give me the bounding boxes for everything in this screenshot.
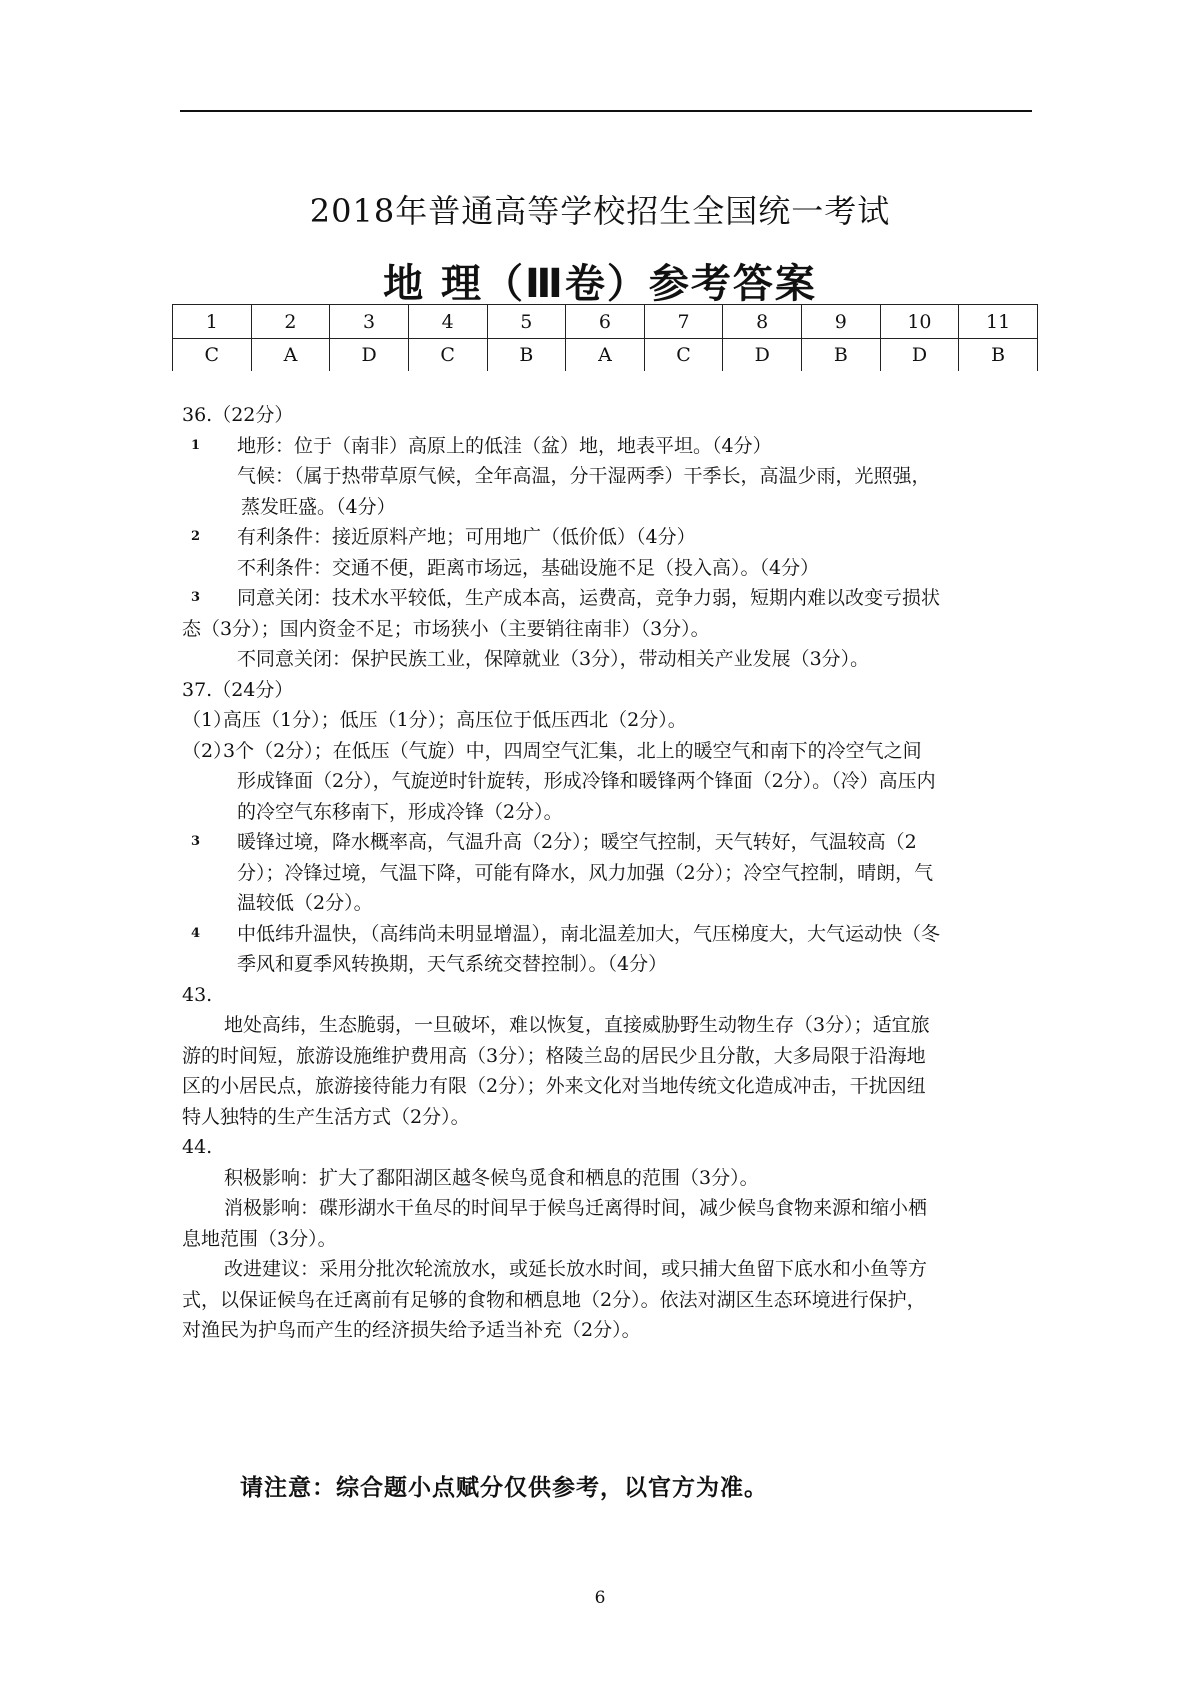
q43-heading: 43. bbox=[182, 983, 213, 1006]
answer-line: 不利条件：交通不便，距离市场远，基础设施不足（投入高）。（4分） bbox=[237, 556, 820, 579]
page-number: 6 bbox=[594, 1588, 606, 1608]
answer-line: 息地范围（3分）。 bbox=[182, 1227, 337, 1250]
answer-letter: B bbox=[802, 339, 881, 372]
answer-letter: C bbox=[644, 339, 723, 372]
answer-line: 分）；冷锋过境，气温下降，可能有降水，风力加强（2分）；冷空气控制，晴朗，气 bbox=[237, 861, 934, 884]
answer-letter: C bbox=[173, 339, 252, 372]
answer-line: 季风和夏季风转换期，天气系统交替控制）。（4分） bbox=[237, 953, 668, 975]
q36-item-3 bbox=[182, 583, 1034, 614]
item-label: （1） bbox=[182, 709, 233, 731]
q37-item-4 bbox=[182, 919, 1034, 980]
item-marker: 2 bbox=[191, 529, 201, 544]
answer-key-subtitle: 地 理（Ⅲ卷）参考答案 bbox=[383, 261, 817, 307]
answer-letter: C bbox=[408, 339, 487, 372]
question-number: 8 bbox=[723, 305, 802, 339]
question-number: 9 bbox=[802, 305, 881, 339]
answer-line: 不同意关闭：保护民族工业，保障就业（3分），带动相关产业发展（3分）。 bbox=[237, 648, 870, 670]
answer-letter: A bbox=[566, 339, 645, 372]
q36-item-2 bbox=[182, 522, 1034, 583]
answer-line: 游的时间短，旅游设施维护费用高（3分）；格陵兰岛的居民少且分散，大多局限于沿海地 bbox=[182, 1044, 926, 1067]
question-number-row bbox=[173, 305, 1038, 339]
item-marker: 1 bbox=[191, 437, 201, 453]
answer-letter: A bbox=[251, 339, 330, 372]
q44-heading: 44. bbox=[182, 1136, 213, 1158]
item-marker: 3 bbox=[191, 590, 201, 605]
question-number: 4 bbox=[408, 305, 487, 339]
q37-heading: 37.（24分） bbox=[182, 678, 294, 701]
q37-item-2 bbox=[182, 736, 1034, 828]
header-rule bbox=[180, 110, 1032, 112]
answer-line: 形成锋面（2分），气旋逆时针旋转，形成冷锋和暖锋两个锋面（2分）。（冷）高压内 bbox=[237, 770, 936, 792]
answer-line: 同意关闭：技术水平较低，生产成本高，运费高，竞争力弱，短期内难以改变亏损状 bbox=[237, 587, 941, 609]
answer-line: 高压（1分）；低压（1分）；高压位于低压西北（2分）。 bbox=[223, 709, 687, 731]
answer-line: 特人独特的生产生活方式（2分）。 bbox=[182, 1105, 470, 1128]
answer-line: 3个（2分）；在低压（气旋）中，四周空气汇集，北上的暖空气和南下的冷空气之间 bbox=[223, 739, 922, 762]
answer-line: 改进建议：采用分批次轮流放水，或延长放水时间，或只捕大鱼留下底水和小鱼等方 bbox=[224, 1258, 928, 1280]
answer-line: 积极影响：扩大了鄱阳湖区越冬候鸟觅食和栖息的范围（3分）。 bbox=[224, 1166, 759, 1189]
multiple-choice-answer-table bbox=[172, 304, 1038, 371]
answer-body bbox=[182, 400, 1034, 1346]
answer-line: 的冷空气东移南下，形成冷锋（2分）。 bbox=[237, 800, 563, 823]
exam-title: 2018年普通高等学校招生全国统一考试 bbox=[309, 192, 891, 230]
answer-line: 中低纬升温快，（高纬尚未明显增温），南北温差加大，气压梯度大，大气运动快（冬 bbox=[237, 922, 941, 945]
answer-line: 温较低（2分）。 bbox=[237, 892, 373, 914]
question-number: 6 bbox=[566, 305, 645, 339]
question-number: 10 bbox=[880, 305, 959, 339]
answer-line: 有利条件：接近原料产地；可用地广（低价低）（4分） bbox=[237, 526, 696, 548]
answer-letter: D bbox=[880, 339, 959, 372]
answer-line: 气候：（属于热带草原气候，全年高温，分干湿两季）干季长，高温少雨，光照强， bbox=[237, 465, 931, 487]
question-number: 11 bbox=[959, 305, 1038, 339]
answer-letter: B bbox=[959, 339, 1038, 372]
q37-item-1 bbox=[182, 705, 1034, 736]
answer-letter: D bbox=[330, 339, 409, 372]
answer-line: 对渔民为护鸟而产生的经济损失给予适当补充（2分）。 bbox=[182, 1319, 641, 1341]
answer-line: 暖锋过境，降水概率高，气温升高（2分）；暖空气控制，天气转好，气温较高（2 bbox=[237, 831, 917, 853]
answer-line: 地处高纬，生态脆弱，一旦破坏，难以恢复，直接威胁野生动物生存（3分）；适宜旅 bbox=[224, 1014, 930, 1036]
answer-letter: D bbox=[723, 339, 802, 372]
question-number: 7 bbox=[644, 305, 723, 339]
answer-line: 消极影响：碟形湖水干鱼尽的时间早于候鸟迁离得时间，减少候鸟食物来源和缩小栖 bbox=[224, 1197, 928, 1219]
item-marker: 3 bbox=[191, 834, 201, 849]
question-number: 1 bbox=[173, 305, 252, 339]
q36-heading: 36.（22分） bbox=[182, 404, 294, 426]
question-number: 2 bbox=[251, 305, 330, 339]
scoring-notice: 请注意：综合题小点赋分仅供参考，以官方为准。 bbox=[240, 1475, 768, 1501]
item-label: （2） bbox=[182, 739, 233, 762]
answer-line: 态（3分）；国内资金不足；市场狭小（主要销往南非）（3分）。 bbox=[182, 617, 710, 640]
question-number: 5 bbox=[487, 305, 566, 339]
answer-line: 式，以保证候鸟在迁离前有足够的食物和栖息地（2分）。依法对湖区生态环境进行保护， bbox=[182, 1288, 926, 1311]
item-marker: 4 bbox=[191, 925, 201, 941]
q37-item-3 bbox=[182, 827, 1034, 919]
answer-line: 区的小居民点，旅游接待能力有限（2分）；外来文化对当地传统文化造成冲击，干扰因纽 bbox=[182, 1075, 926, 1097]
question-number: 3 bbox=[330, 305, 409, 339]
q36-item-1 bbox=[182, 431, 1034, 523]
answer-row bbox=[173, 339, 1038, 372]
answer-line: 地形：位于（南非）高原上的低洼（盆）地，地表平坦。（4分） bbox=[237, 434, 772, 457]
answer-letter: B bbox=[487, 339, 566, 372]
answer-line: 蒸发旺盛。（4分） bbox=[241, 495, 396, 518]
